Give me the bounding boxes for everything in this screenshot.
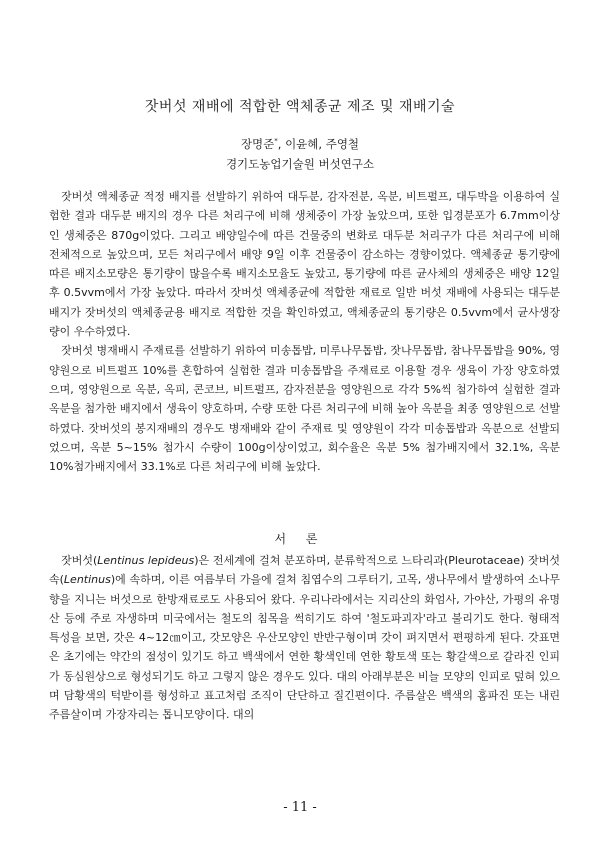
- author-first: 장명준: [240, 137, 275, 151]
- introduction: [49, 551, 560, 725]
- abstract: [49, 187, 560, 476]
- intro-text-a: 잣버섯(: [61, 554, 98, 567]
- intro-paragraph-1: [49, 551, 560, 725]
- affiliation: 경기도농업기술원 버섯연구소: [225, 157, 375, 171]
- intro-text-b: )은 전세계에 걸쳐 분포하며, 분류학적으로 느타리과(Pleurotaceae) 잣버섯속(: [49, 554, 560, 587]
- paper-title: 잣버섯 재배에 적합한 액체종균 제조 및 재배기술: [144, 99, 456, 115]
- page-number: - 11 -: [283, 800, 317, 815]
- scientific-name-species: Lentinus lepideus: [97, 554, 195, 567]
- intro-text-c: )에 속하며, 이른 여름부터 가을에 걸쳐 침엽수의 그루터기, 고목, 생나무에서 발생하여 소나무향을 지니는 버섯으로 한방재료로도 사용되어 왔다. 우리나라에서는 지리산의 화엄사, 가야산, 가평의 유명산 등에 주로 자생하며 미국에서는 철도의 침목을 썩히기도 하여 '철도파괴자'라고 불리기도 한다. 형태적 특성을 보면, 갓은 4~12㎝이고, 갓모양은 우산모양인 반반구형이며 갓이 펴지면서 편평하게 된다. 갓표면은 초기에는 약간의 점성이 있기도 하고 백색에서 연한 황색인데 연한 황토색 또는 황갈색으로 갈라진 인피가 동심원상으로 형성되기도 하고 그렇지 않은 경우도 있다. 대의 아래부분은 비늘 모양의 인피로 덮혀 있으며 담황색의 턱받이를 형성하고 표고처럼 조직이 단단하고 질긴편이다. 주름살은 백색의 홈파진 또는 내린 주름살이며 가장자리는 톱니모양이다. 대의: [49, 573, 560, 722]
- corresponding-mark: *: [274, 137, 278, 146]
- section-heading-introduction: 서 론: [274, 532, 326, 546]
- scientific-name-genus: Lentinus: [63, 573, 111, 587]
- author-rest: , 이윤혜, 주영철: [277, 137, 360, 151]
- author-line: [0, 136, 600, 152]
- abstract-paragraph-1: 잣버섯 액체종균 적정 배지를 선발하기 위하여 대두분, 감자전분, 옥분, 비트펄프, 대두박을 이용하여 실험한 결과 대두분 배지의 경우 다른 처리구에 비해 생체중이 가장 높았으며, 또한 입경분포가 6.7mm이상인 생체중은 870g이었다. 그리고 배양일수에 따른 건물중의 변화로 대두분 처리구가 다른 처리구에 비해 전체적으로 높았으며, 모든 처리구에서 배양 9일 이후 건물중이 감소하는 경향이었다. 액체종균 통기량에 따른 배지소모량은 통기량이 많을수록 배지소모율도 높았고, 통기량에 따른 균사체의 생체중은 배양 12일 후 0.5vvm에서 가장 높았다. 따라서 잣버섯 액체종균에 적합한 재료로 일반 버섯 재배에 사용되는 대두분 배지가 잣버섯의 액체종균용 배지로 적합한 것을 확인하였고, 액체종균의 통기량은 0.5vvm에서 균사생장량이 우수하였다.: [49, 190, 560, 339]
- abstract-paragraph-2: 잣버섯 병재배시 주재료를 선발하기 위하여 미송톱밥, 미루나무톱밥, 잣나무톱밥, 참나무톱밥을 90%, 영양원으로 비트펄프 10%를 혼합하여 실험한 결과 미송톱밥을 주재료로 이용할 경우 생육이 가장 양호하였으며, 영양원으로 옥분, 옥피, 콘코브, 비트펄프, 감자전분을 영양원으로 각각 5%씩 첨가하여 실험한 결과 옥분을 첨가한 배지에서 생육이 양호하며, 수량 또한 다른 처리구에 비해 높아 옥분을 최종 영양원으로 선발하였다. 잣버섯의 봉지재배의 경우도 병재배와 같이 주재료 및 영양원이 각각 미송톱밥과 옥분으로 선발되었으며, 옥분 5~15% 첨가시 수량이 100g이상이었고, 회수율은 옥분 5% 첨가배지에서 32.1%, 옥분 10%첨가배지에서 33.1%로 다른 처리구에 비해 높았다.: [49, 344, 560, 474]
